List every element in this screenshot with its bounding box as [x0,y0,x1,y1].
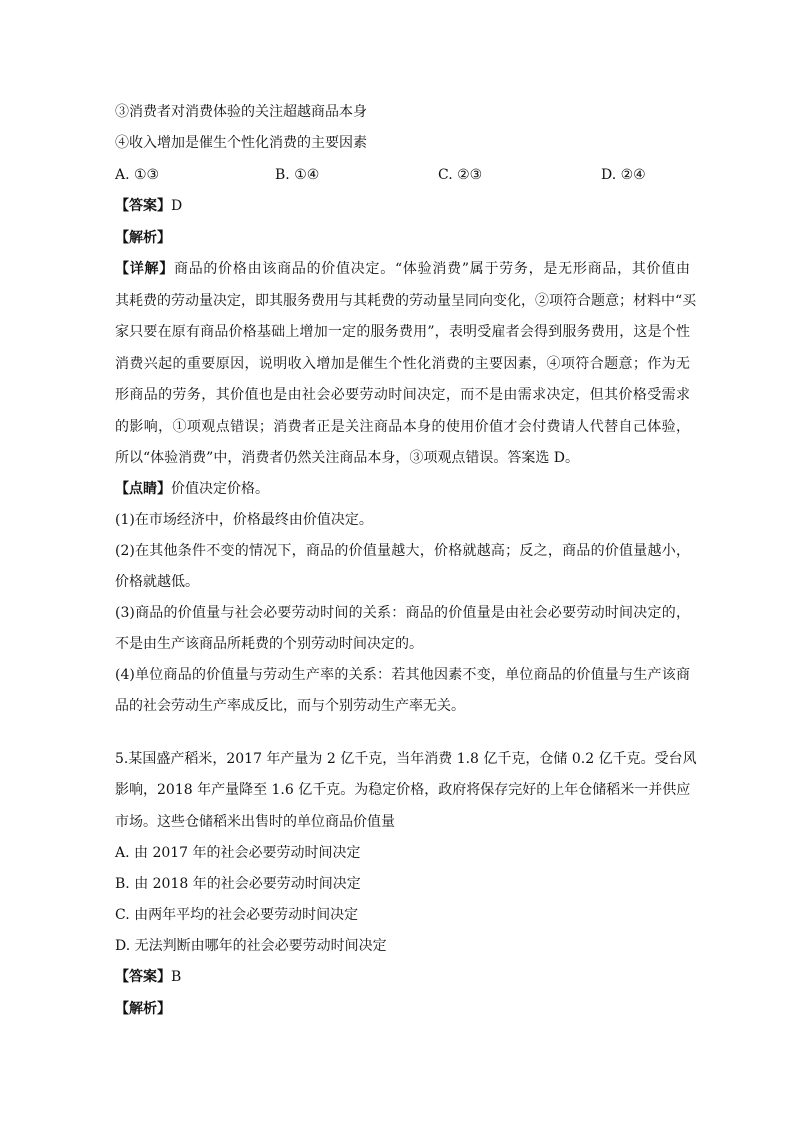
answer-tag: 【答案】 [115,198,171,214]
detail-line-4: 形商品的劳务，其价值也是由社会必要劳动时间决定，而不是由需求决定，但其价格受需求 [115,387,690,403]
tip-point-1: (1)在市场经济中，价格最终由价值决定。 [115,512,373,528]
q5-option-b: B. 由 2018 年的社会必要劳动时间决定 [115,876,361,892]
tip-heading [115,479,690,499]
tip-point-3-cont: 不是由生产该商品所耗费的个别劳动时间决定的。 [115,636,423,652]
detail-line-6: 所以“体验消费”中，消费者仍然关注商品本身，③项观点错误。答案选 D。 [115,450,579,466]
q5-answer [115,967,690,987]
q4-option-a: A. ①③ [115,167,160,183]
statement-3: ③消费者对消费体验的关注超越商品本身 [115,104,367,120]
q5-stem-line-1: 影响，2018 年产量降至 1.6 亿千克。为稳定价格，政府将保存完好的上年仓储稻米一并供应 [115,782,691,798]
q4-analysis-tag: 【解析】 [115,230,171,246]
detail-tag: 【详解】 [115,261,174,277]
q4-option-d: D. ②④ [601,167,646,183]
q4-option-b: B. ①④ [275,167,320,183]
statement-4: ④收入增加是催生个性化消费的主要因素 [115,135,367,151]
tip-tag: 【点睛】 [115,481,171,497]
tip-point-4: (4)单位商品的价值量与劳动生产率的关系：若其他因素不变，单位商品的价值量与生产该商 [115,667,690,683]
q5-stem-line-0: 5.某国盛产稻米，2017 年产量为 2 亿千克，当年消费 1.8 亿千克，仓储 0.2 亿千克。受台风 [115,751,697,767]
q5-option-c: C. 由两年平均的社会必要劳动时间决定 [115,907,359,923]
detail-line-1: 其耗费的劳动量决定，即其服务费用与其耗费的劳动量呈同向变化，②项符合题意；材料中“买 [115,293,697,309]
answer-value: B [171,969,182,985]
tip-point-3: (3)商品的价值量与社会必要劳动时间的关系：商品的价值量是由社会必要劳动时间决定的， [115,605,690,621]
q5-option-d: D. 无法判断由哪年的社会必要劳动时间决定 [115,938,387,954]
detail-line-0: 【详解】商品的价格由该商品的价值决定。“体验消费”属于劳务，是无形商品，其价值由 [115,261,691,277]
q5-option-a: A. 由 2017 年的社会必要劳动时间决定 [115,845,361,861]
q5-analysis-tag: 【解析】 [115,1001,171,1017]
tip-point-4-cont: 品的社会劳动生产率成反比，而与个别劳动生产率无关。 [115,698,465,714]
detail-line-2: 家只要在原有商品价格基础上增加一定的服务费用”，表明受雇者会得到服务费用，这是个性 [115,324,690,340]
detail-line-5: 的影响，①项观点错误；消费者正是关注商品本身的使用价值才会付费请人代替自己体验， [115,419,690,435]
q4-answer [115,196,690,216]
q4-option-c: C. ②③ [438,167,483,183]
q4-options [115,165,690,185]
detail-line-3: 消费兴起的重要原因，说明收入增加是催生个性化消费的主要因素，④项符合题意；作为无 [115,356,690,372]
answer-tag: 【答案】 [115,969,171,985]
tip-point-2: (2)在其他条件不变的情况下，商品的价值量越大，价格就越高；反之，商品的价值量越小， [115,543,690,559]
tip-point-2-cont: 价格就越低。 [115,574,199,590]
answer-value: D [171,198,183,214]
tip-text: 价值决定价格。 [171,481,269,497]
q5-stem-line-2: 市场。这些仓储稻米出售时的单位商品价值量 [115,814,395,830]
